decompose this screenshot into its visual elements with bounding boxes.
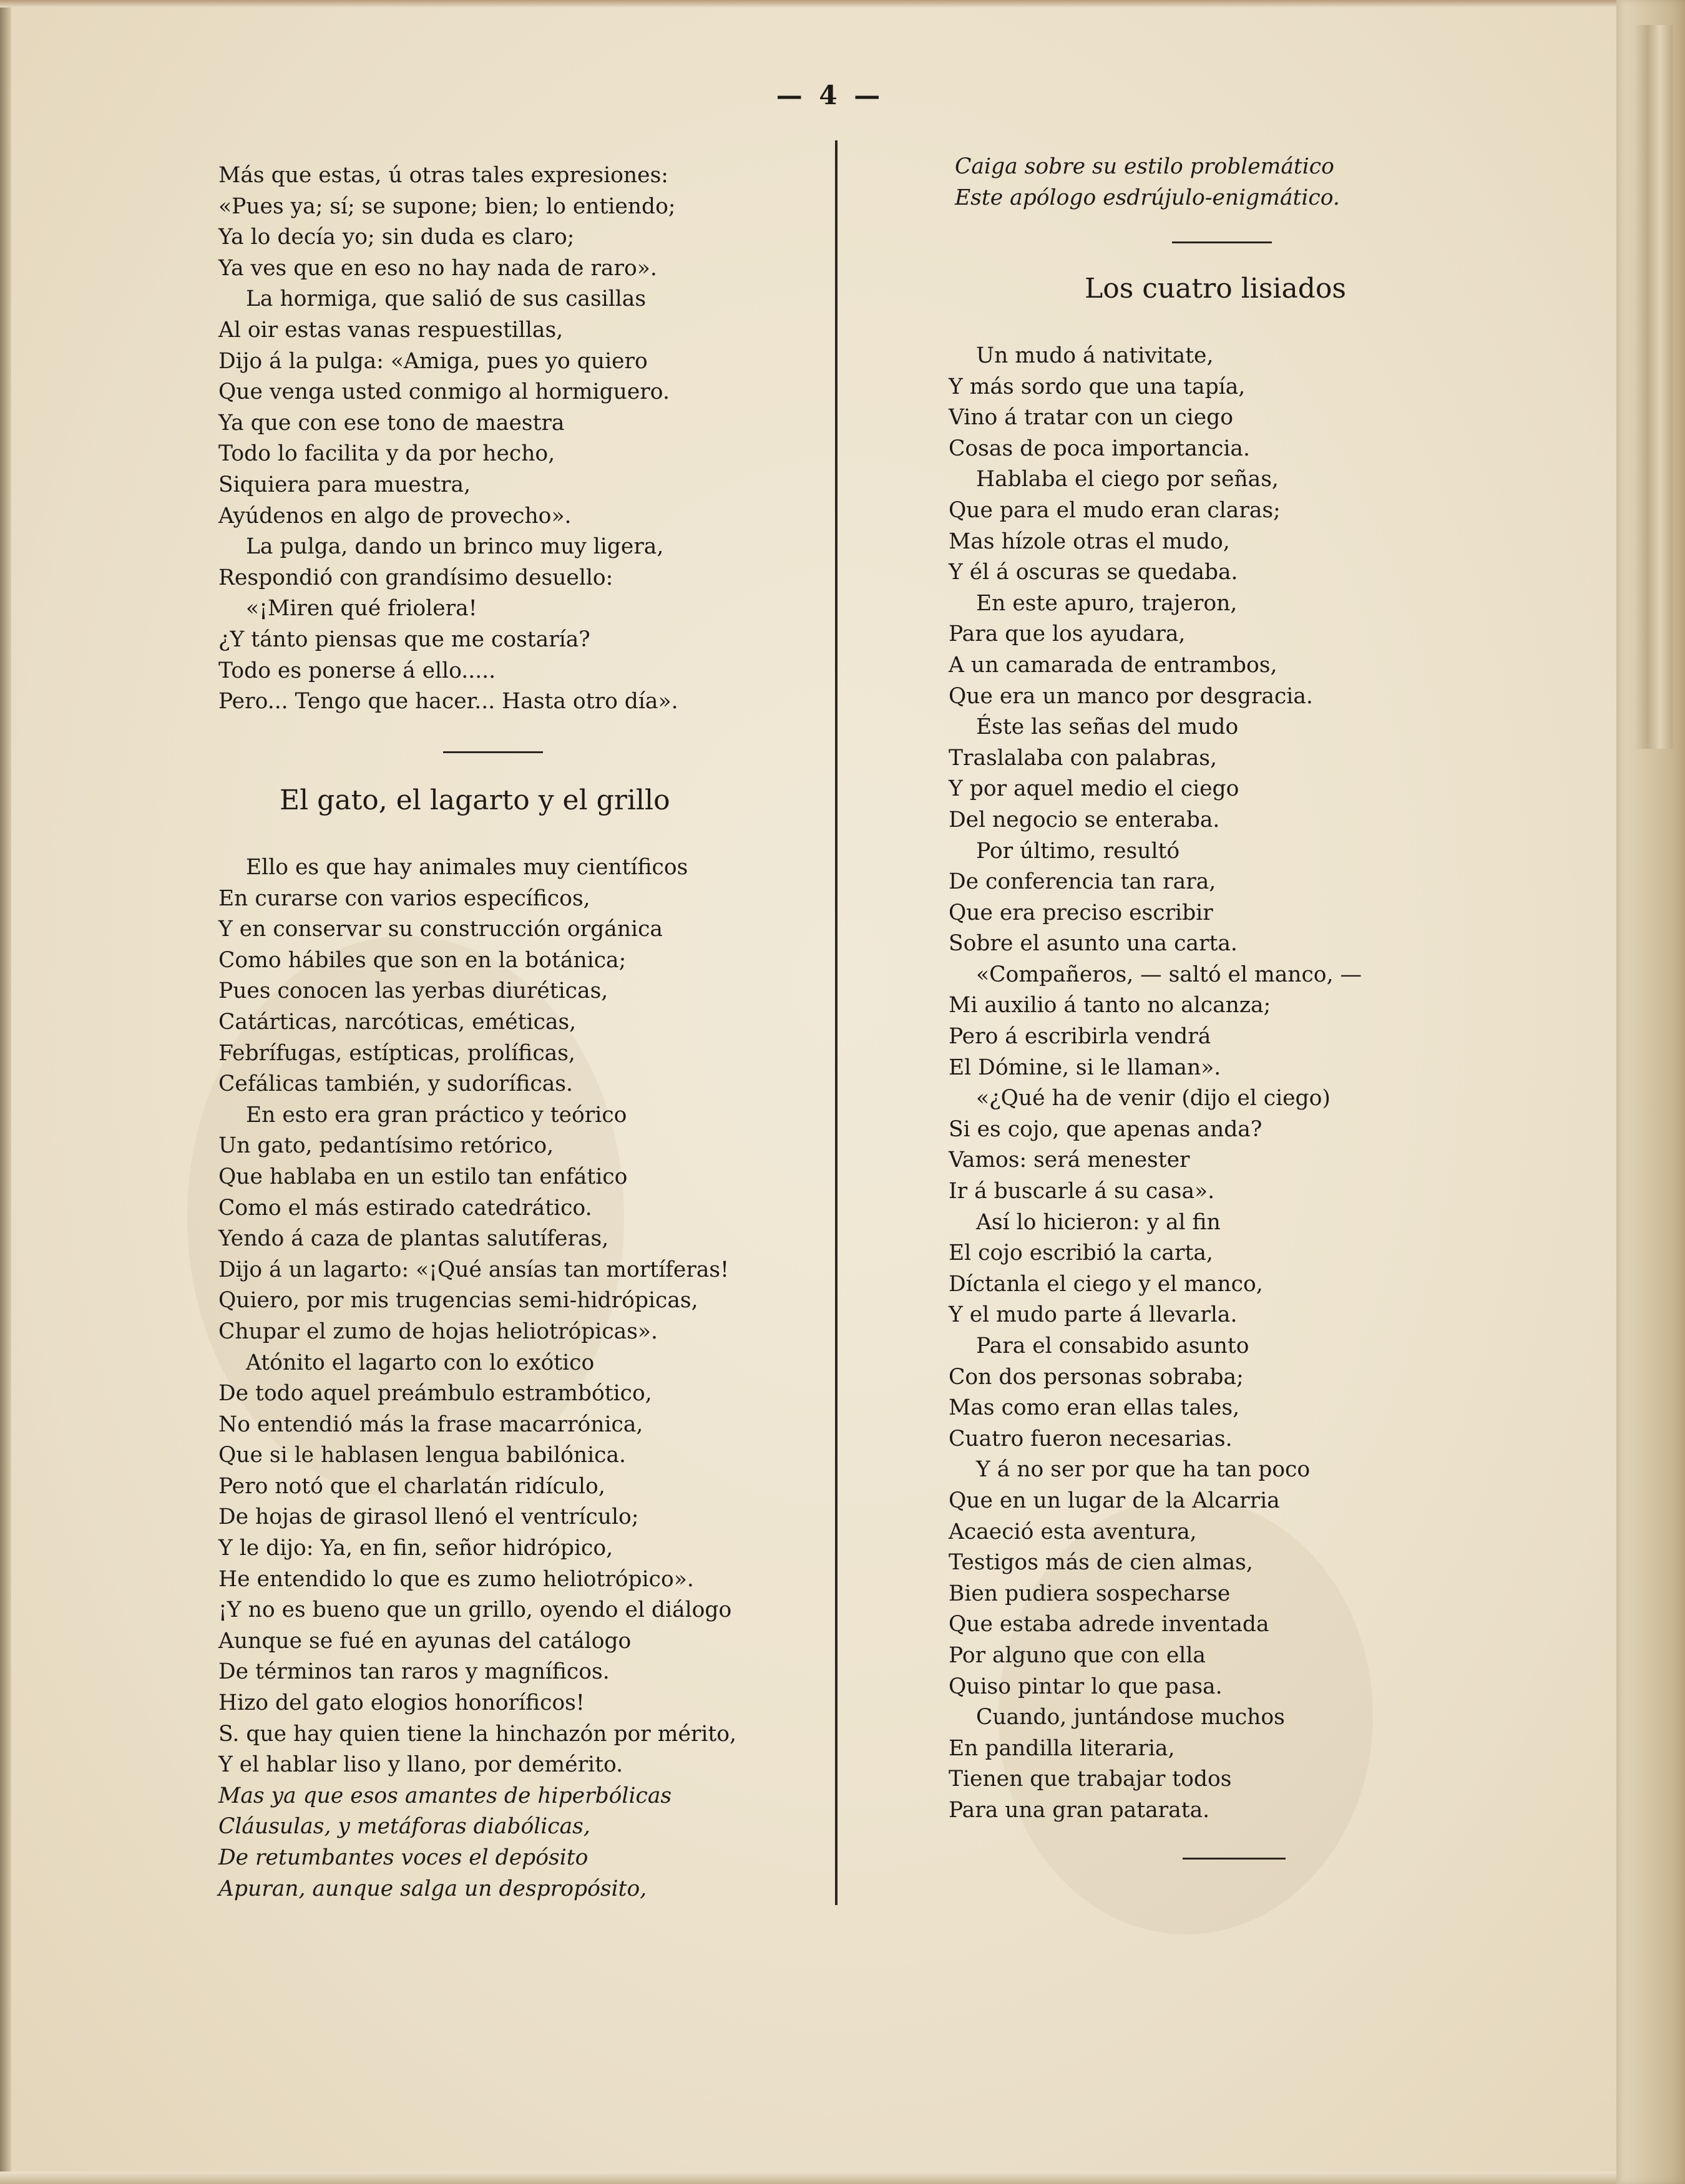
page-number: — 4 — — [776, 80, 884, 110]
verse-line: Mas ya que esos amantes de hiperbólicas — [218, 1783, 672, 1808]
verse-line: Como hábiles que son en la botánica; — [218, 947, 627, 973]
verse-line: Ya ves que en eso no hay nada de raro». — [218, 255, 657, 281]
verse-line: Por alguno que con ella — [949, 1642, 1206, 1668]
verse-line: Mas como eran ellas tales, — [949, 1395, 1240, 1421]
verse-line: En este apuro, trajeron, — [976, 590, 1238, 616]
verse-line: Díctanla el ciego y el manco, — [949, 1271, 1263, 1297]
verse-line: Y más sordo que una tapía, — [949, 374, 1246, 399]
verse-line: De hojas de girasol llenó el ventrículo; — [218, 1504, 639, 1530]
page-fold — [1635, 25, 1673, 749]
verse-line: Todo lo facilita y da por hecho, — [218, 441, 555, 467]
column-divider — [835, 140, 838, 1905]
verse-line: Que si le hablasen lengua babilónica. — [218, 1443, 626, 1468]
verse-line: Mas hízole otras el mudo, — [949, 529, 1230, 554]
verse-line: Cláusulas, y metáforas diabólicas, — [218, 1814, 590, 1840]
verse-line: Pero... Tengo que hacer... Hasta otro día». — [218, 689, 678, 714]
verse-line: Dijo á un lagarto: «¡Qué ansías tan mortíferas! — [218, 1257, 729, 1282]
verse-line: Un mudo á nativitate, — [976, 343, 1214, 368]
verse-line: Cuatro fueron necesarias. — [949, 1426, 1233, 1451]
verse-line: ¿Y tánto piensas que me costaría? — [218, 626, 590, 652]
verse-line: La pulga, dando un brinco muy ligera, — [246, 534, 664, 560]
verse-line: De términos tan raros y magníficos. — [218, 1659, 610, 1685]
verse-line: No entendió más la frase macarrónica, — [218, 1411, 643, 1437]
verse-line: Que para el mudo eran claras; — [949, 497, 1281, 523]
verse-line: «¡Miren qué friolera! — [246, 596, 477, 622]
verse-line: Más que estas, ú otras tales expresiones: — [218, 163, 668, 188]
verse-line: Cuando, juntándose muchos — [976, 1705, 1285, 1730]
verse-line: Pero notó que el charlatán ridículo, — [218, 1473, 605, 1499]
verse-line: Que era un manco por desgracia. — [949, 683, 1313, 709]
verse-line: Yendo á caza de plantas salutíferas, — [218, 1226, 609, 1252]
verse-line: Ya lo decía yo; sin duda es claro; — [218, 225, 575, 250]
verse-line: En curarse con varios específicos, — [218, 885, 590, 911]
verse-line: Mi auxilio á tanto no alcanza; — [949, 993, 1271, 1018]
verse-line: Bien pudiera sospecharse — [949, 1581, 1231, 1606]
verse-line: Dijo á la pulga: «Amiga, pues yo quiero — [218, 348, 648, 374]
verse-line: Quiso pintar lo que pasa. — [949, 1674, 1223, 1699]
verse-line: Ayúdenos en algo de provecho». — [218, 503, 572, 529]
verse-line: Hablaba el ciego por señas, — [976, 467, 1279, 492]
verse-line: El cojo escribió la carta, — [949, 1241, 1213, 1266]
verse-line: En pandilla literaria, — [949, 1735, 1175, 1761]
left-column-stanza-2 — [218, 852, 805, 1904]
bottom-page-edge — [0, 2172, 1685, 2184]
verse-line: El Dómine, si le llaman». — [949, 1055, 1221, 1080]
verse-line: Y á no ser por que ha tan poco — [976, 1457, 1311, 1483]
verse-line: «Pues ya; sí; se supone; bien; lo entiendo; — [218, 193, 676, 219]
verse-line: Tienen que trabajar todos — [949, 1767, 1232, 1792]
top-page-edge — [0, 0, 1685, 7]
verse-line: Traslalaba con palabras, — [949, 745, 1217, 771]
verse-line: Que estaba adrede inventada — [949, 1612, 1269, 1637]
verse-line: Ello es que hay animales muy científicos — [246, 855, 688, 880]
verse-line: Para el consabido asunto — [976, 1333, 1249, 1358]
verse-line: Por último, resultó — [976, 838, 1180, 864]
verse-line: Que en un lugar de la Alcarria — [949, 1488, 1280, 1513]
verse-line: Chupar el zumo de hojas heliotrópicas». — [218, 1319, 658, 1344]
verse-line: «¿Qué ha de venir (dijo el ciego) — [976, 1086, 1331, 1111]
verse-line: Como el más estirado catedrático. — [218, 1195, 592, 1221]
verse-line: Este apólogo esdrújulo-enigmático. — [955, 185, 1340, 210]
left-column-stanza-1 — [218, 160, 805, 718]
verse-line: Acaeció esta aventura, — [949, 1519, 1197, 1544]
verse-line: Así lo hicieron: y al fin — [976, 1209, 1221, 1235]
verse-line: Que era preciso escribir — [949, 900, 1213, 925]
verse-line: A un camarada de entrambos, — [949, 652, 1277, 678]
verse-line: Para una gran patarata. — [949, 1797, 1210, 1823]
verse-line: Todo es ponerse á ello..... — [218, 658, 496, 683]
verse-line: Atónito el lagarto con lo exótico — [246, 1350, 595, 1375]
verse-line: Si es cojo, que apenas anda? — [949, 1116, 1263, 1142]
verse-line: Pero á escribirla vendrá — [949, 1024, 1211, 1050]
verse-line: Sobre el asunto una carta. — [949, 931, 1238, 957]
verse-line: Y el hablar liso y llano, por demérito. — [218, 1752, 623, 1778]
verse-line: Catárticas, narcóticas, eméticas, — [218, 1009, 577, 1035]
verse-line: «Compañeros, — saltó el manco, — — [976, 962, 1362, 987]
verse-line: Caiga sobre su estilo problemático — [955, 154, 1334, 179]
verse-line: Vamos: será menester — [949, 1148, 1190, 1173]
verse-line: Hizo del gato elogios honoríficos! — [218, 1690, 585, 1716]
verse-line: La hormiga, que salió de sus casillas — [246, 286, 647, 312]
verse-line: Respondió con grandísimo desuello: — [218, 565, 613, 590]
verse-line: ¡Y no es bueno que un grillo, oyendo el diálogo — [218, 1597, 732, 1623]
verse-line: Con dos personas sobraba; — [949, 1364, 1244, 1390]
verse-line: Y en conservar su construcción orgánica — [218, 917, 663, 942]
verse-line: Y el mudo parte á llevarla. — [949, 1302, 1238, 1328]
verse-line: De conferencia tan rara, — [949, 869, 1216, 895]
verse-line: Y le dijo: Ya, en fin, señor hidrópico, — [218, 1536, 613, 1561]
verse-line: Y por aquel medio el ciego — [949, 776, 1239, 802]
verse-line: S. que hay quien tiene la hinchazón por mérito, — [218, 1721, 736, 1747]
verse-line: Vino á tratar con un ciego — [949, 405, 1233, 431]
verse-line: En esto era gran práctico y teórico — [246, 1102, 627, 1128]
verse-line: Cefálicas también, y sudoríficas. — [218, 1071, 573, 1097]
verse-line: Que hablaba en un estilo tan enfático — [218, 1164, 628, 1189]
verse-line: Testigos más de cien almas, — [949, 1550, 1253, 1576]
section-title-gato: El gato, el lagarto y el grillo — [280, 784, 670, 816]
verse-line: Para que los ayudara, — [949, 622, 1186, 647]
verse-line: De todo aquel preámbulo estrambótico, — [218, 1381, 652, 1406]
verse-line: Febrífugas, estípticas, prolíficas, — [218, 1040, 575, 1066]
verse-line: He entendido lo que es zumo heliotrópico». — [218, 1566, 694, 1592]
verse-line: Éste las señas del mudo — [976, 714, 1239, 740]
verse-line: Del negocio se enteraba. — [949, 807, 1220, 832]
verse-line: Siquiera para muestra, — [218, 472, 471, 497]
section-rule — [1172, 241, 1272, 243]
section-rule — [1183, 1858, 1286, 1860]
right-column-stanza-2 — [949, 341, 1423, 1826]
verse-line: Y él á oscuras se quedaba. — [949, 560, 1238, 585]
section-rule — [443, 751, 543, 753]
verse-line: Quiero, por mis trugencias semi-hidrópicas, — [218, 1288, 698, 1314]
verse-line: Ya que con ese tono de maestra — [218, 410, 565, 436]
left-page-edge — [0, 0, 11, 2184]
verse-line: Que venga usted conmigo al hormiguero. — [218, 379, 670, 405]
verse-line: Pues conocen las yerbas diuréticas, — [218, 978, 608, 1004]
verse-line: Al oir estas vanas respuestillas, — [218, 317, 564, 343]
verse-line: Cosas de poca importancia. — [949, 436, 1250, 461]
section-title-lisiados: Los cuatro lisiados — [1085, 273, 1346, 305]
right-column-stanza-1 — [955, 152, 1429, 213]
verse-line: Apuran, aunque salga un despropósito, — [218, 1876, 647, 1901]
verse-line: De retumbantes voces el depósito — [218, 1845, 589, 1870]
verse-line: Aunque se fué en ayunas del catálogo — [218, 1628, 632, 1654]
verse-line: Un gato, pedantísimo retórico, — [218, 1133, 554, 1159]
verse-line: Ir á buscarle á su casa». — [949, 1179, 1215, 1204]
